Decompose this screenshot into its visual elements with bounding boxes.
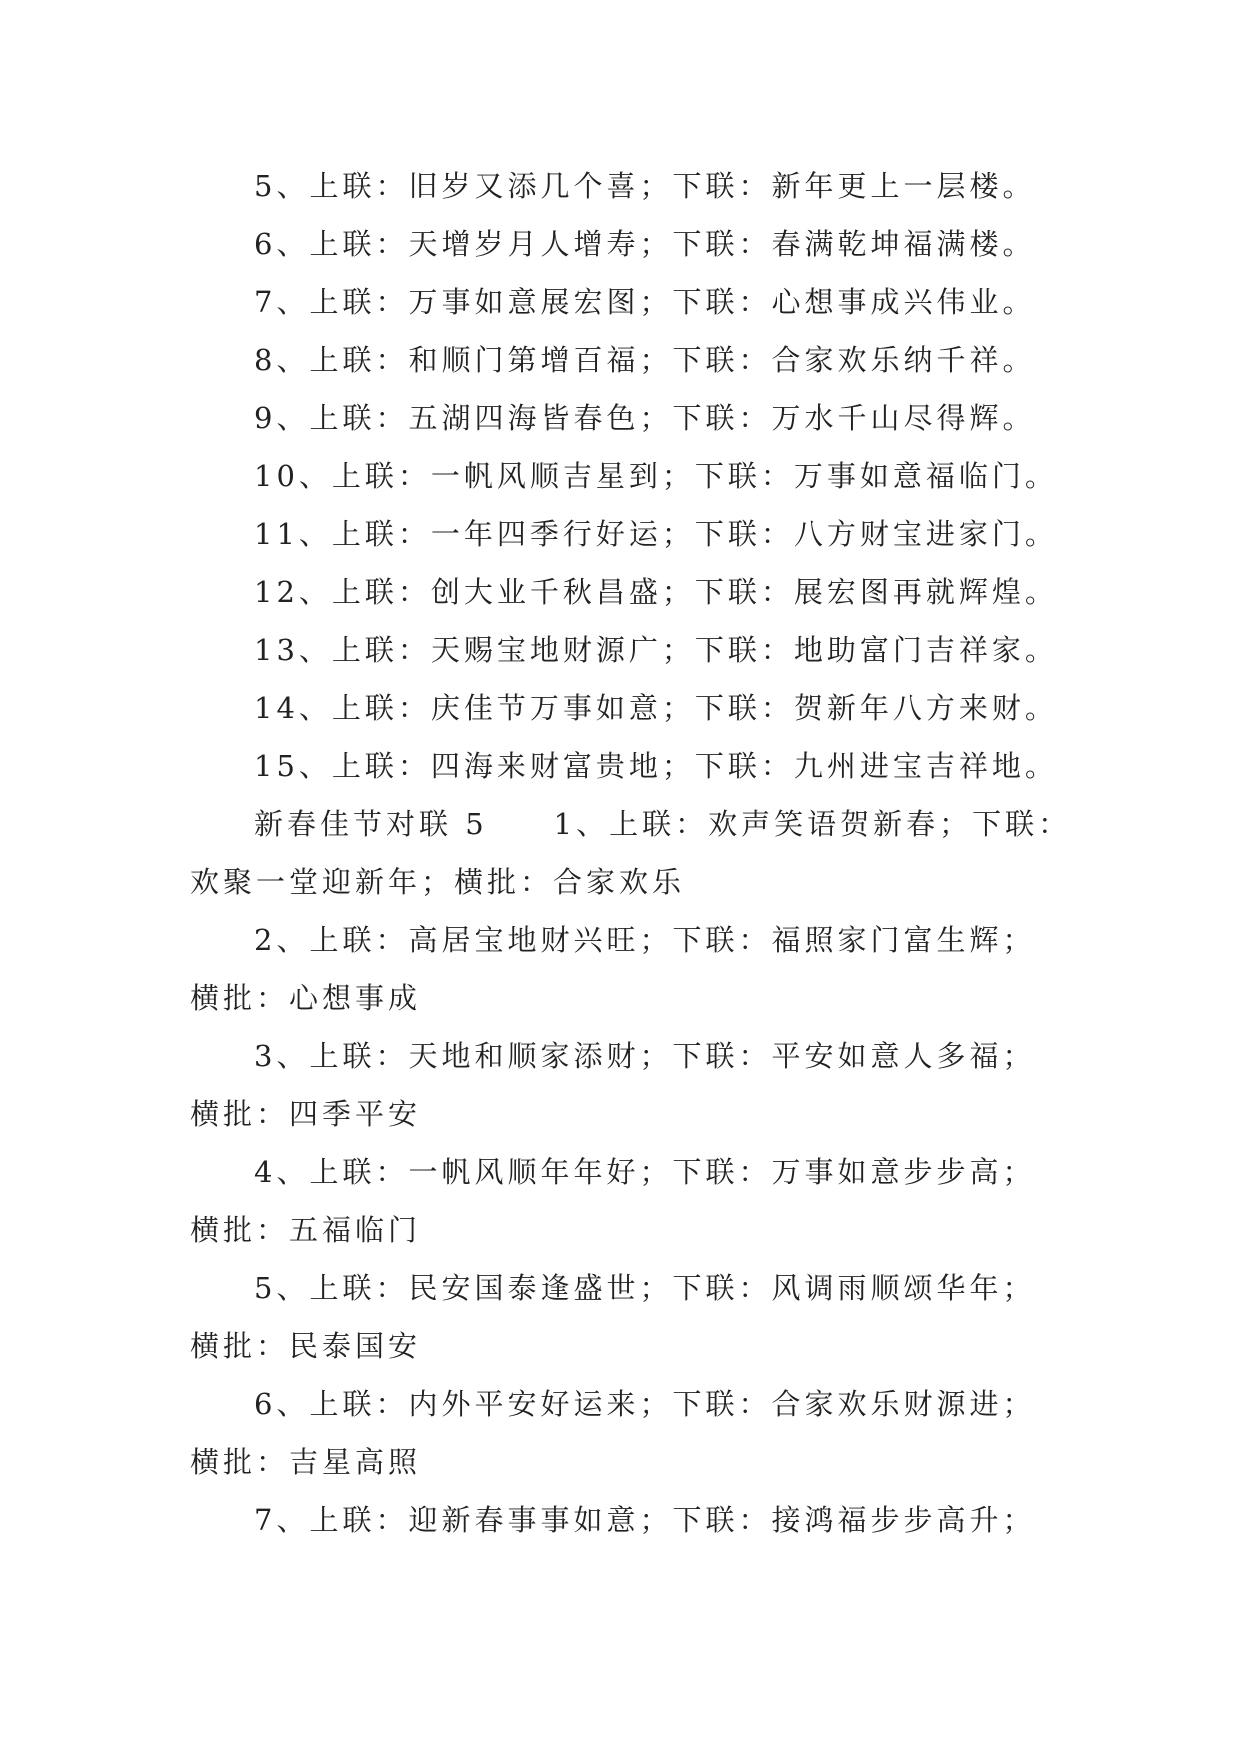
text-line: 横批：四季平安 — [190, 1097, 422, 1131]
text-line: 8、上联：和顺门第增百福；下联：合家欢乐纳千祥。 — [254, 343, 1036, 377]
text-line: 13、上联：天赐宝地财源广；下联：地助富门吉祥家。 — [254, 633, 1058, 667]
text-line: 6、上联：天增岁月人增寿；下联：春满乾坤福满楼。 — [254, 227, 1036, 261]
text-line: 10、上联：一帆风顺吉星到；下联：万事如意福临门。 — [254, 459, 1058, 493]
text-line: 9、上联：五湖四海皆春色；下联：万水千山尽得辉。 — [254, 401, 1036, 435]
text-line: 横批：民泰国安 — [190, 1329, 422, 1363]
text-line: 14、上联：庆佳节万事如意；下联：贺新年八方来财。 — [254, 691, 1058, 725]
text-line: 欢聚一堂迎新年；横批：合家欢乐 — [190, 865, 686, 899]
text-line: 5、上联：旧岁又添几个喜；下联：新年更上一层楼。 — [254, 169, 1036, 203]
text-line: 7、上联：万事如意展宏图；下联：心想事成兴伟业。 — [254, 285, 1036, 319]
document-body — [190, 157, 1070, 1549]
text-line: 5、上联：民安国泰逢盛世；下联：风调雨顺颂华年； — [254, 1271, 1036, 1305]
text-line: 横批：吉星高照 — [190, 1445, 422, 1479]
section-heading-line: 新春佳节对联 5 1、上联：欢声笑语贺新春；下联： — [254, 807, 1072, 841]
text-line: 11、上联：一年四季行好运；下联：八方财宝进家门。 — [254, 517, 1058, 551]
text-line: 15、上联：四海来财富贵地；下联：九州进宝吉祥地。 — [254, 749, 1058, 783]
text-line: 横批：心想事成 — [190, 981, 422, 1015]
text-line: 12、上联：创大业千秋昌盛；下联：展宏图再就辉煌。 — [254, 575, 1058, 609]
text-line: 7、上联：迎新春事事如意；下联：接鸿福步步高升； — [254, 1503, 1036, 1537]
text-line: 4、上联：一帆风顺年年好；下联：万事如意步步高； — [254, 1155, 1036, 1189]
text-line: 横批：五福临门 — [190, 1213, 422, 1247]
text-line: 6、上联：内外平安好运来；下联：合家欢乐财源进； — [254, 1387, 1036, 1421]
text-line: 2、上联：高居宝地财兴旺；下联：福照家门富生辉； — [254, 923, 1036, 957]
text-line: 3、上联：天地和顺家添财；下联：平安如意人多福； — [254, 1039, 1036, 1073]
